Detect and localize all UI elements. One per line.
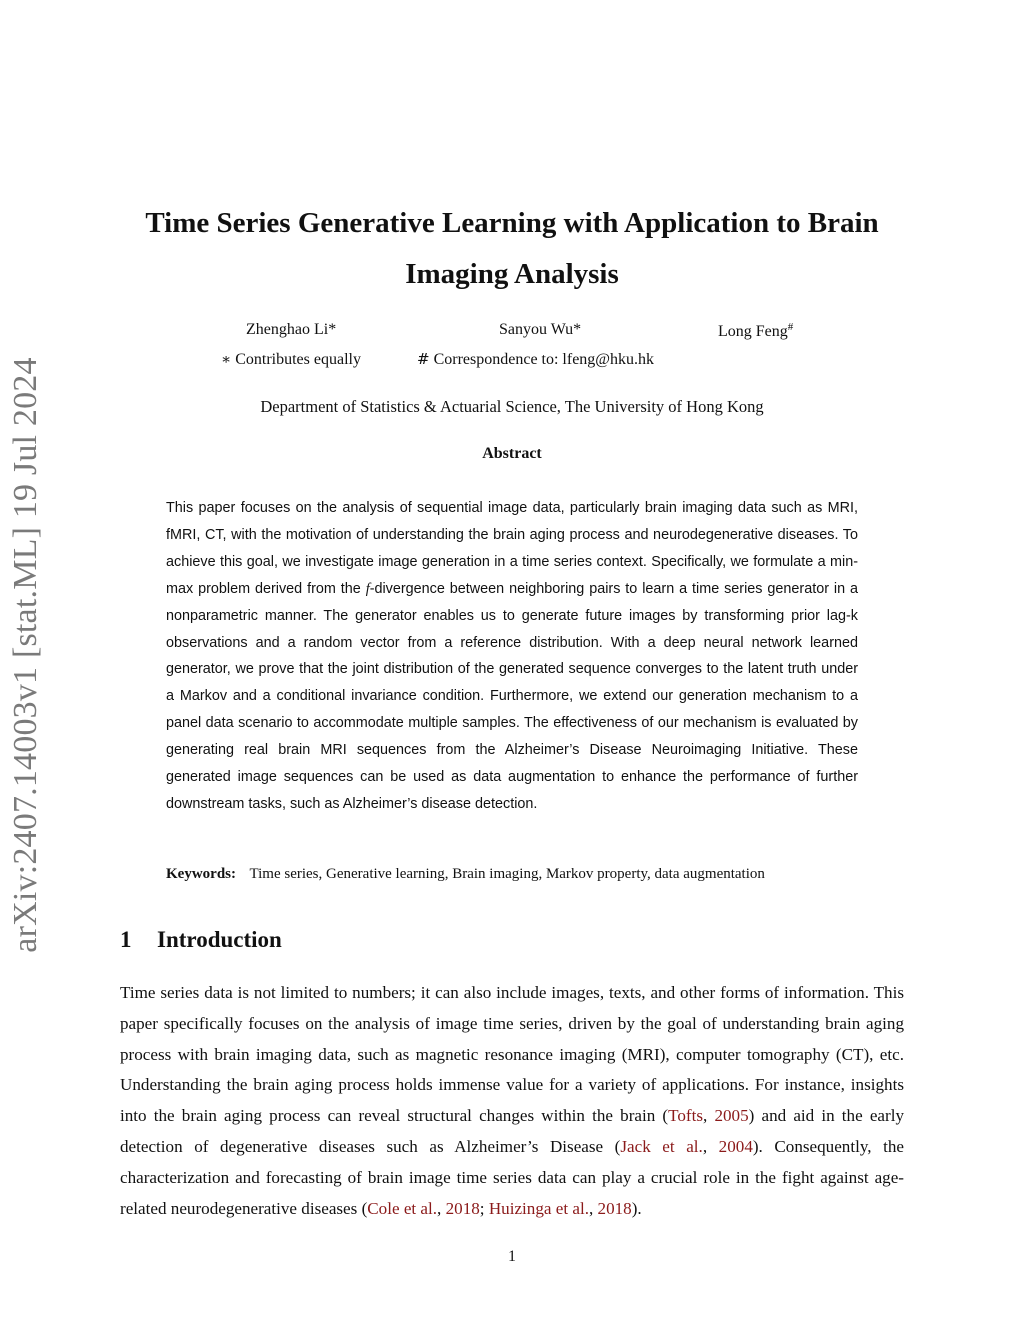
keywords-label: Keywords:: [166, 866, 236, 882]
correspondence-note: [417, 350, 654, 369]
intro-text-3: ). Consequently, the characterization and forecasting of brain image time series data can play a crucial role in the fight against age-related neurodegenerative diseases (: [120, 1136, 905, 1218]
f-divergence-symbol: f: [365, 580, 370, 597]
section-title: Introduction: [157, 927, 282, 952]
citation-huizinga-author[interactable]: Huizinga et al.: [488, 1198, 589, 1218]
citation-separator: ,: [702, 1136, 719, 1156]
citation-jack-author[interactable]: Jack et al.: [620, 1136, 703, 1156]
intro-text-2: ) and aid in the early detection of degenerative diseases such as Alzheimer’s Disease (: [120, 1106, 904, 1156]
intro-text-1: Time series data is not limited to numbers; it can also include images, texts, and other forms of information. This paper specifically focuses on the analysis of image time series, driven by the goal of understanding brain aging process with brain imaging data, such as magnetic resonance imaging (MRI), computer tomography (CT), etc. Understanding the brain aging process holds immense value for a variety of applications. For instance, insights into the brain aging process can reveal structural changes within the brain (: [120, 983, 904, 1126]
citation-tofts-author[interactable]: Tofts: [668, 1106, 704, 1126]
equal-contribution-text: Contributes equally: [235, 351, 361, 368]
citation-cole-author[interactable]: Cole et al.: [367, 1198, 438, 1218]
author-1: [246, 321, 336, 339]
affiliation: Department of Statistics & Actuarial Science, The University of Hong Kong: [260, 397, 764, 416]
citation-semicolon: ;: [479, 1198, 489, 1218]
section-heading: [120, 927, 282, 953]
abstract-text: [166, 495, 858, 818]
citation-separator: ,: [703, 1106, 715, 1126]
citation-cole-year[interactable]: 2018: [445, 1198, 480, 1218]
arxiv-identifier-text: arXiv:2407.14003v1 [stat.ML] 19 Jul 2024: [7, 357, 44, 953]
author-2: [499, 321, 581, 339]
citation-jack-year[interactable]: 2004: [718, 1136, 753, 1156]
abstract-text-part-1: This paper focuses on the analysis of sequential image data, particularly brain imaging data such as MRI, fMRI, CT, with the motivation of understanding the brain aging process and neurodegenerative diseases. To achieve this goal, we investigate image generation in a time series context. Specifically, we formulate a min-max problem derived from the: [166, 500, 858, 597]
intro-text-4: ).: [631, 1198, 642, 1218]
author-3: [718, 321, 793, 341]
citation-separator: ,: [437, 1198, 446, 1218]
author-3-name: Long Feng: [718, 323, 788, 340]
author-1-name: Zhenghao Li*: [246, 321, 337, 338]
citation-huizinga-year[interactable]: 2018: [597, 1198, 632, 1218]
paper-title: Time Series Generative Learning with Application to Brain Imaging Analysis: [145, 207, 879, 290]
equal-contribution-note: [221, 350, 361, 369]
abstract-text-part-2: -divergence between neighboring pairs to learn a time series generator in a nonparametric manner. The generator enables us to generate future images by transforming prior lag-k observations and a random vector from a reference distribution. With a deep neural network learned generator, we prove that the joint distribution of the generated sequence converges to the latent truth under a Markov and a conditional invariance condition. Furthermore, we extend our generation mechanism to a panel data scenario to accommodate multiple samples. The effectiveness of our mechanism is evaluated by generating real brain MRI sequences from the Alzheimer’s Disease Neuroimaging Initiative. These generated image sequences can be used as data augmentation to enhance the performance of further downstream tasks, such as Alzheimer’s disease detection.: [166, 580, 859, 812]
author-2-name: Sanyou Wu*: [499, 321, 582, 338]
keywords: [166, 866, 765, 883]
correspondence-mark: #: [787, 321, 794, 333]
equal-contribution-symbol: ∗: [221, 350, 232, 368]
correspondence-symbol: #: [417, 350, 430, 368]
keywords-text: Time series, Generative learning, Brain imaging, Markov property, data augmentation: [249, 866, 765, 882]
abstract-heading: Abstract: [482, 445, 542, 462]
introduction-paragraph: [120, 978, 904, 1224]
page-number: 1: [508, 1248, 516, 1265]
section-number: 1: [120, 927, 132, 952]
correspondence-text: Correspondence to: lfeng@hku.hk: [433, 351, 655, 368]
citation-tofts-year[interactable]: 2005: [714, 1106, 749, 1126]
citation-separator: ,: [588, 1198, 598, 1218]
